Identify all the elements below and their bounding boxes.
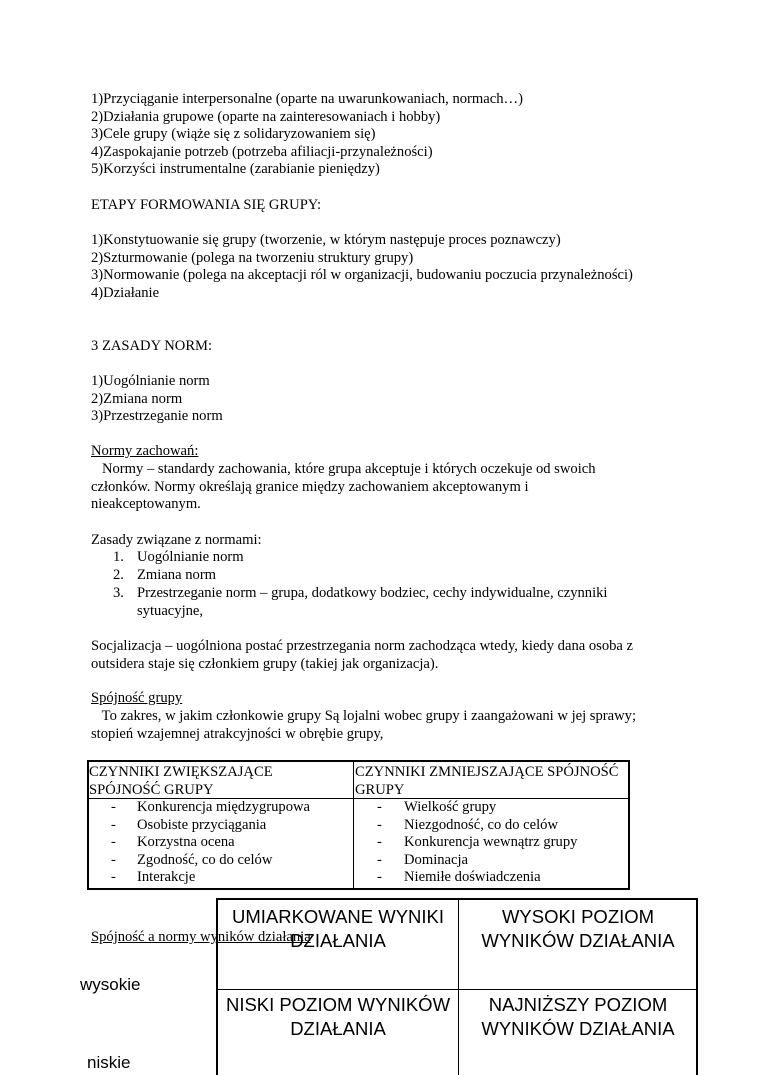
decreasing-factor-item: Konkurencja wewnątrz grupy <box>404 834 578 851</box>
rules-list-item-continuation: sytuacyjne, <box>137 602 204 619</box>
factors-list-item: 1)Przyciąganie interpersonalne (oparte na uwarunkowaniach, normach…) <box>91 91 523 107</box>
rules-list-item: Zmiana norm <box>137 567 217 583</box>
matrix-cell-moderate: UMIARKOWANE WYNIKI DZIAŁANIA <box>231 906 445 951</box>
bullet-dash: - <box>377 816 382 833</box>
decreasing-factor-item: Niemiłe doświadczenia <box>404 869 541 886</box>
decreasing-factor-item: Niezgodność, co do celów <box>404 816 558 833</box>
matrix-cell-lowest: NAJNIŻSZY POZIOM WYNIKÓW DZIAŁANIA <box>481 994 675 1039</box>
socialization-paragraph-line: Socjalizacja – uogólniona postać przestrzegania norm zachodząca wtedy, kiedy dana osoba z <box>91 638 634 654</box>
cohesion-factors-table <box>87 760 630 890</box>
rules-list-number: 1. <box>113 549 124 565</box>
behaviour-paragraph-line: nieakceptowanym. <box>91 496 201 513</box>
bullet-dash: - <box>111 799 116 815</box>
rules-list-item: Uogólnianie norm <box>137 549 244 565</box>
increasing-factors-header: CZYNNIKI ZWIĘKSZAJĄCE SPÓJNOŚĆ GRUPY <box>89 764 273 798</box>
cohesion-norms-matrix <box>216 898 698 1075</box>
behaviour-paragraph-line: członków. Normy określają granice między zachowaniem akceptowanym i <box>91 478 529 495</box>
behaviour-heading: Normy zachowań: <box>91 443 199 459</box>
norms-list-item: 2)Zmiana norm <box>91 390 183 407</box>
decreasing-factors-header: CZYNNIKI ZMNIEJSZAJĄCE SPÓJNOŚĆ GRUPY <box>355 764 619 798</box>
decreasing-factor-item: Wielkość grupy <box>404 799 497 815</box>
cohesion-heading: Spójność grupy <box>91 690 183 706</box>
bullet-dash: - <box>111 851 116 868</box>
decreasing-factor-item: Dominacja <box>404 851 469 868</box>
cohesion-paragraph-line: stopień wzajemnej atrakcyjności w obrębie grupy, <box>91 725 384 742</box>
increasing-factor-item: Osobiste przyciągania <box>137 816 267 833</box>
matrix-row-divider <box>218 989 696 990</box>
increasing-factor-item: Zgodność, co do celów <box>137 851 273 868</box>
rules-list-item: Przestrzeganie norm – grupa, dodatkowy bodziec, cechy indywidualne, czynniki <box>137 585 608 601</box>
row-label-low: niskie <box>87 1053 131 1072</box>
stages-heading: ETAPY FORMOWANIA SIĘ GRUPY: <box>91 197 322 213</box>
factors-list-item: 2)Działania grupowe (oparte na zainteresowaniach i hobby) <box>91 108 441 125</box>
bullet-dash: - <box>377 851 382 868</box>
factors-list-item: 5)Korzyści instrumentalne (zarabianie pieniędzy) <box>91 161 380 178</box>
matrix-cell-high: WYSOKI POZIOM WYNIKÓW DZIAŁANIA <box>481 906 675 951</box>
bullet-dash: - <box>377 834 382 851</box>
norms-list-item: 3)Przestrzeganie norm <box>91 408 223 425</box>
matrix-cell-low: NISKI POZIOM WYNIKÓW DZIAŁANIA <box>225 994 451 1039</box>
behaviour-paragraph-line: Normy – standardy zachowania, które grupa akceptuje i których oczekuje od swoich <box>91 461 596 477</box>
bullet-dash: - <box>377 799 382 815</box>
table-column-divider <box>353 762 354 888</box>
bullet-dash: - <box>111 869 116 886</box>
increasing-factor-item: Konkurencja międzygrupowa <box>137 799 311 815</box>
row-label-high: wysokie <box>80 975 141 994</box>
rules-heading: Zasady związane z normami: <box>91 532 262 548</box>
norms-list-item: 1)Uogólnianie norm <box>91 373 210 389</box>
bullet-dash: - <box>111 834 116 851</box>
factors-list-item: 3)Cele grupy (wiąże się z solidaryzowaniem się) <box>91 126 376 143</box>
bullet-dash: - <box>111 816 116 833</box>
stages-list-item: 4)Działanie <box>91 284 160 301</box>
rules-list-number: 3. <box>113 585 124 601</box>
increasing-factor-item: Korzystna ocena <box>137 834 235 851</box>
increasing-factor-item: Interakcje <box>137 869 196 886</box>
matrix-caption: Spójność a normy wyników działania <box>91 929 311 945</box>
factors-list-item: 4)Zaspokajanie potrzeb (potrzeba afiliacji-przynależności) <box>91 143 433 160</box>
cohesion-paragraph-line: To zakres, w jakim członkowie grupy Są lojalni wobec grupy i zaangażowani w jej sprawy; <box>91 708 637 724</box>
stages-list-item: 1)Konstytuowanie się grupy (tworzenie, w którym następuje proces poznawczy) <box>91 232 561 248</box>
norms-heading: 3 ZASADY NORM: <box>91 338 213 354</box>
stages-list-item: 2)Szturmowanie (polega na tworzeniu struktury grupy) <box>91 249 414 266</box>
stages-list-item: 3)Normowanie (polega na akceptacji ról w organizacji, budowaniu poczucia przynależności) <box>91 267 633 284</box>
rules-list-number: 2. <box>113 567 124 583</box>
bullet-dash: - <box>377 869 382 886</box>
socialization-paragraph-line: outsidera staje się członkiem grupy (takiej jak organizacja). <box>91 655 439 672</box>
